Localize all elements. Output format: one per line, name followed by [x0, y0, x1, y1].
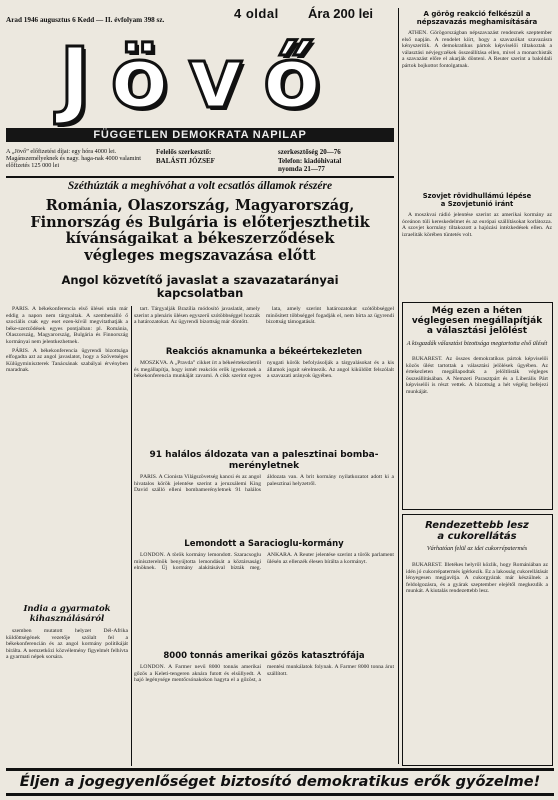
divider — [6, 176, 394, 178]
column-rule — [131, 306, 132, 766]
phone-line-3: nyomda 21—77 — [278, 165, 325, 173]
greek-body — [402, 30, 552, 190]
greek-headline — [402, 10, 552, 26]
sub-headline-line-2: kapcsolatban — [156, 286, 244, 300]
election-headline — [404, 306, 550, 336]
newspaper-title: Jövő — [59, 29, 341, 127]
sub-headline — [6, 274, 394, 300]
article-paragraph: BUKAREST. Az összes demokratikus pártok képviselői közös ülést tartottak a választási jelölések ügyében. Az értekezleten megállapodtak a jelöltlisták végleges összeállításában. A Nemzeti Parasztpárt és a Liberális Párt képviselői is részt vettek. A bizottság a hét végéig befejezi munkáját. — [406, 356, 548, 395]
sugar-headline-line-2: a cukorellátás — [437, 531, 517, 542]
issue-date: Arad 1946 augusztus 6 Kedd — II. évfolyam 398 sz. — [6, 16, 165, 24]
article-paragraph: BUKAREST. Illetékes helyről közlik, hogy Romániában az idén jó cukorrépatermés ígérkezik. Ez a lakosság cukorellátását lényegesen megjavítja. A cukorgyárak már készülnek a feldolgozásra, és a gyárak szeptember elejétől megkezdik a munkát. A kiutalás rendezettebb lesz. — [406, 562, 548, 595]
article-paragraph: tart. Tárgyalják Brazília módosító javaslatát, amely szerint a plenáris ülésen egyszerű szótöbbséggel hozzák a határozatokat. Az ügyrendi bizottság már döntött. — [134, 306, 260, 326]
footer-slogan: Éljen a jogegyenlőséget biztosító demokratikus erők győzelme! — [6, 768, 554, 796]
sugar-headline-line-1: Rendezettebb lesz — [425, 520, 529, 531]
sugar-body — [406, 562, 548, 760]
sub-headline-line-1: Angol közvetítő javaslat a szavazatarányai — [61, 273, 339, 287]
story-palestine-body — [134, 474, 394, 534]
page-count: 4 oldal — [234, 6, 279, 21]
article-column-3 — [266, 306, 394, 342]
editor-label: Felelős szerkesztő: — [156, 148, 212, 156]
headline-line-1: Románia, Olaszország, Magyarország, — [45, 197, 355, 214]
election-subheadline: A kisgazdák választási bizottsága megtartotta első ülését — [406, 340, 548, 347]
phone-info — [278, 148, 394, 174]
main-headline — [6, 198, 394, 264]
article-paragraph: LONDON. A török kormány lemondott. Szaracsoglu miniszterelnök benyújtotta lemondását a köztársasági elnöknek. Új kormány alakításával bízták meg. ANKARA. A Reuter jelentése szerint a török parlament ülésén az ellenzék élesen bírálta a kormányt. — [134, 552, 394, 572]
masthead — [6, 30, 394, 142]
election-body — [406, 356, 548, 504]
info-strip — [6, 146, 394, 174]
story-palestine-headline: 91 halálos áldozata van a palesztinai bomba-merényletnek — [149, 450, 379, 471]
sugar-headline — [404, 520, 550, 542]
headline-line-3: kívánságaikat a békeszerződések — [65, 230, 335, 247]
election-headline-line-2: véglegesen megállapítják — [411, 316, 543, 326]
story-ship-body — [134, 664, 394, 764]
headline-line-4: végleges megszavazása előtt — [84, 246, 316, 264]
soviet-headline — [402, 192, 552, 208]
sugar-subheadline: Várhatóan felül az idei cukorrépatermés — [426, 545, 528, 552]
soviet-headline-line-2: a Szovjetunió iránt — [440, 200, 514, 208]
story-turkey-body — [134, 552, 394, 646]
election-headline-line-3: a választási jelölést — [426, 326, 528, 336]
india-body — [6, 628, 128, 764]
headline-line-2: Finnország és Bulgária is előterjeszthetik — [30, 213, 370, 231]
article-paragraph: MOSZKVA. A „Pravda” cikket írt a békeértekezletről és megállapítja, hogy ismét reakciós erők igyekeznek a békekonferencia munkáját zavarni. A cikk szerint egyes nyugati körök befolyásolják a tárgyalásokat és a kis államok jogait sérelmezik. Az angol kiküldött felszólalt a szavazati arányok ügyében. — [134, 360, 394, 380]
article-paragraph: PÁRIS. A Cionista Világszövetség kancsi és az angol hivatalos körök jelentése szerint a jeruzsálemi King David szálló elleni bombamerényletnek 91 halálos áldozata van. A brit kormány nyilatkozatot adott ki a palesztinai helyzetről. — [134, 474, 394, 494]
article-paragraph: lata, amely szerint határozatokat szótöbbséggel minősített többséggel fogadják el, nem bírta az ügyrendi bizottság támogatását. — [266, 306, 394, 326]
soviet-body — [402, 212, 552, 298]
article-paragraph: A moszkvai rádió jelentése szerint az amerikai kormány az óceánon túli kereskedelmet és az európai szállításokat korlátozza. A szovjet kormány tiltakozott a hajózási intézkedések ellen. Az izraeliták körében tüntetés volt. — [402, 212, 552, 238]
article-paragraph: LONDON. A Farmer nevű 8000 tonnás amerikai gőzös a Keleti-tengeren aknára futott és elsüllyedt. A hajó legénysége mentőcsónakokon hagyta el a gőzöst, a mentési munkálatok folynak. A Farmer 8000 tonna árut szállított. — [134, 664, 394, 684]
article-column-1 — [6, 306, 128, 600]
article-paragraph: PÁRIS. A békekonferencia ügyrendi bizottsága elfogadta azt az angol javaslatot, hogy a Szövetséges Külügyminiszterek Tanácsának szabályai érvényben maradnak. — [6, 347, 128, 374]
editor-info — [156, 148, 276, 165]
article-paragraph: ATHÉN. Görögországban népszavazást rendeznek szeptember első napján. A rendelet kiírt, hogy a szavazókat szavazásra kényszerítik. A demokratikus pártok képviselői tiltakoztak a választási névjegyzékek összeállítása ellen, mivel a monarchisták a szavazást előre el akarják dönteni. A Reuter szerint a baloldali pártok bojkottot fontolgatnak. — [402, 30, 552, 69]
greek-headline-line-1: A görög reakció felkészül a — [423, 10, 531, 18]
editor-name: BALÁSTI JÓZSEF — [156, 156, 215, 165]
masthead-subtitle: FÜGGETLEN DEMOKRATA NAPILAP — [6, 128, 394, 142]
story-ship-headline: 8000 tonnás amerikai gőzös katasztrófája — [163, 651, 365, 661]
greek-headline-line-2: népszavazás meghamisítására — [416, 18, 538, 26]
subscription-info: A „Jövő” előfizetési díjai: egy hóra 4000 lei. Magánszemélyeknek és nagy. haga-nak 4000 valamint előfizetés 125 000 lei — [6, 148, 141, 169]
phone-line-2: Telefon: kiadóhivatal — [278, 156, 342, 165]
story-reaction-body — [134, 360, 394, 446]
election-headline-line-1: Még ezen a héten — [431, 306, 523, 316]
front-kicker: Széthúzták a meghívóhat a volt ecsatlós államok részére — [67, 180, 333, 192]
article-paragraph: PÁRIS. A békekonferencia első ülései után már eddig a napon nem tárgyaltak. A szembenálló ő szociális csak egy eset ezen-kívül megvitathatják a béke-szerződések egyes pontjaiban: pl. Románia, Olaszország, Magyarország, Bulgária és Finnország kormányai nem jelentkezhetnek. — [6, 306, 128, 345]
india-headline: India a gyarmatok kihasználásáról — [23, 604, 111, 624]
article-paragraph: szemben mutatott helyzet Dél-Afrika küldöttségének vezetője szólalt fel a békekonferencián és az angol kormány politikáját bírálta. A nemzetközi közvélemény figyelmét felhívta a gyarmati népek sorsára. — [6, 628, 128, 661]
phone-line-1: szerkesztőség 20—76 — [278, 148, 341, 156]
soviet-headline-line-1: Szovjet rövidhullámú lépése — [422, 192, 532, 200]
article-column-2 — [134, 306, 260, 342]
date-bar — [6, 6, 394, 28]
price-label: Ára 200 lei — [308, 6, 374, 21]
story-turkey-headline: Lemondott a Saracioglu-kormány — [184, 539, 344, 549]
story-reaction-headline: Reakciós aknamunka a békeértekezleten — [165, 347, 363, 357]
